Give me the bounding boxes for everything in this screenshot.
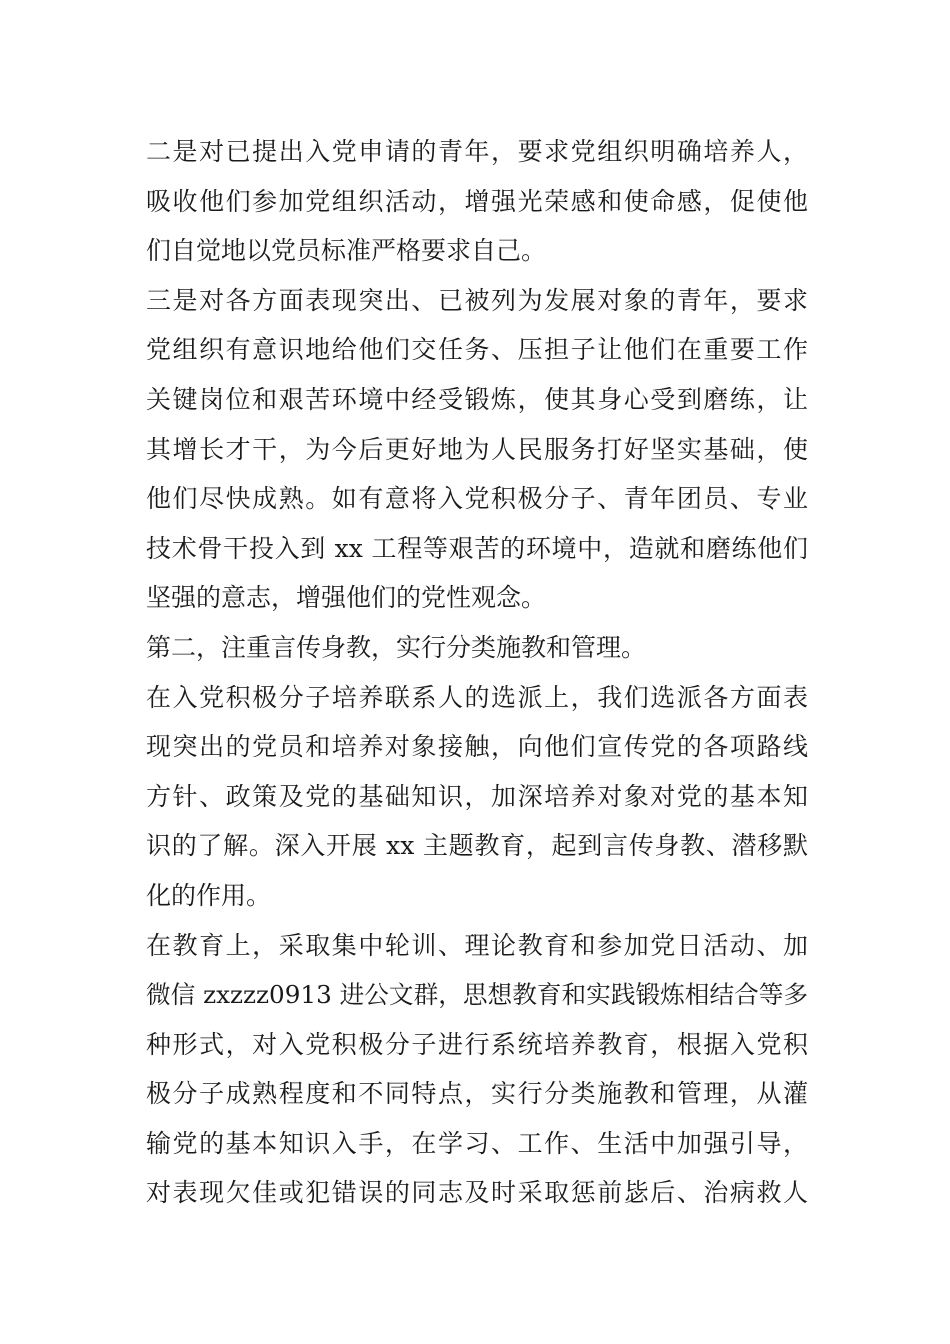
text-line: 关键岗位和艰苦环境中经受锻炼，使其身心受到磨练，让 — [146, 384, 808, 414]
text-line: 二是对已提出入党申请的青年，要求党组织明确培养人， — [146, 137, 808, 166]
text-line: 输党的基本知识入手，在学习、工作、生活中加强引导， — [146, 1128, 808, 1158]
text-line: 技术骨干投入到 xx 工程等艰苦的环境中，造就和磨练他们 — [146, 533, 808, 563]
text-line: 吸收他们参加党组织活动，增强光荣感和使命感，促使他 — [146, 186, 808, 216]
text-line: 其增长才干，为今后更好地为人民服务打好坚实基础，使 — [146, 434, 808, 464]
section-heading: 第二，注重言传身教，实行分类施教和管理。 — [146, 632, 647, 662]
text-line: 对表现欠佳或犯错误的同志及时采取惩前毖后、治病救人 — [146, 1178, 808, 1208]
text-line: 三是对各方面表现突出、已被列为发展对象的青年，要求 — [146, 285, 808, 315]
text-line: 方针、政策及党的基础知识，加深培养对象对党的基本知 — [146, 781, 808, 811]
text-line: 党组织有意识地给他们交任务、压担子让他们在重要工作 — [146, 335, 808, 365]
text-line: 种形式，对入党积极分子进行系统培养教育，根据入党积 — [146, 1029, 808, 1059]
text-line: 坚强的意志，增强他们的党性观念。 — [146, 583, 547, 613]
text-line: 现突出的党员和培养对象接触，向他们宣传党的各项路线 — [146, 732, 808, 762]
document-body — [146, 127, 808, 1218]
text-line: 们自觉地以党员标准严格要求自己。 — [146, 236, 547, 266]
text-line: 极分子成熟程度和不同特点，实行分类施教和管理，从灌 — [146, 1079, 808, 1109]
text-line: 识的了解。深入开展 xx 主题教育，起到言传身教、潜移默 — [146, 831, 808, 861]
text-line: 他们尽快成熟。如有意将入党积极分子、青年团员、专业 — [146, 484, 808, 514]
text-line: 微信 zxzzz0913 进公文群，思想教育和实践锻炼相结合等多 — [146, 980, 809, 1010]
text-line: 在教育上，采取集中轮训、理论教育和参加党日活动、加 — [146, 930, 808, 960]
text-line: 化的作用。 — [146, 880, 272, 910]
text-line: 在入党积极分子培养联系人的选派上，我们选派各方面表 — [146, 682, 808, 712]
